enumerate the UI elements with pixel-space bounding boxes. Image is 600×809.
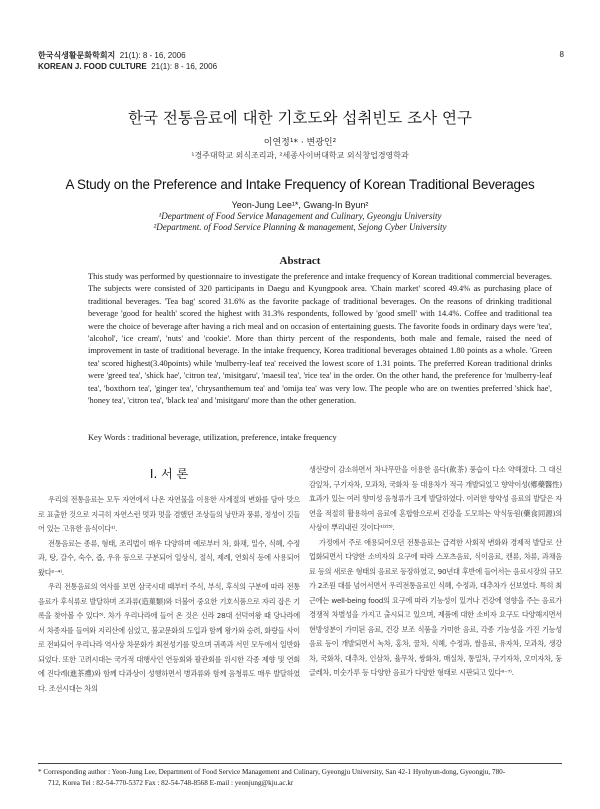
keywords: Key Words : traditional beverage, utilization, preference, intake frequency <box>88 433 337 442</box>
volume-issue-kr: 21(1): 8 - 16, 2006 <box>119 51 186 60</box>
page-number: 8 <box>559 50 564 59</box>
affiliations-english <box>0 211 600 233</box>
footnote-corresponding-author <box>38 767 562 788</box>
authors-english: Yeon-Jung Lee¹*, Gwang-In Byun² <box>231 200 369 210</box>
affiliations-korean: ¹경주대학교 외식조리과, ²세종사이버대학교 외식창업경영학과 <box>191 151 409 160</box>
title-korean: 한국 전통음료에 대한 기호도와 섭취빈도 조사 연구 <box>128 109 472 127</box>
footnote-line: 712, Korea Tel : 82-54-770-5372 Fax : 82-54-748-8568 E-mail : yeonjung@kju.ac.kr <box>48 778 294 787</box>
title-english: A Study on the Preference and Intake Frequency of Korean Traditional Beverages <box>65 177 535 192</box>
journal-name-en: KOREAN J. FOOD CULTURE <box>38 62 147 71</box>
paragraph: 가정에서 주로 애용되어오던 전통음료는 급격한 사회적 변화와 경제적 발달로 산업화되면서 다양한 소비자의 요구에 따라 스포츠음료, 식이음료, 캔류, 차류, 과채음료 등의 새로운 형태의 음료로 등장하였고, 90년대 후반에 들어서는 음료시장의 규모가 2조원 대를 넘어서면서 우리전통음료인 식혜, 수정과, 대추차가 선보였다. 특히 최근에는 well-being food의 요구에 따라 기능성이 있거나 건강에 영향을 주는 음료가 경쟁적 차별성을 가지고 출시되고 있으며, 제품에 대한 소비자 요구도 다양해지면서 현방성분이 가미된 음료, 건강 보조 식품을 가미한 음료, 각종 기능성을 가진 기능성 음료 등이 개발되면서 녹차, 홍차, 꿀차, 식혜, 수정과, 쌀음료, 유자차, 모과차, 생강차, 국화차, 대추차, 인삼차, 율무차, 쌍화차, 매실차, 통밀차, 구기자차, 오미자차, 둥글레차, 미숫가루 등 다양한 음료가 다양한 형태로 시판되고 있다⁶⁻⁷⁾. <box>309 537 562 677</box>
affiliation-2: ²Department. of Food Service Planning & management, Sejong Cyber University <box>153 222 447 232</box>
journal-name-kr: 한국식생활문화학회지 <box>38 51 116 60</box>
affiliation-1: ¹Department of Food Service Management and Culinary, Gyeongju University <box>158 211 442 221</box>
abstract-heading: Abstract <box>279 255 321 267</box>
footnote-divider <box>38 763 562 764</box>
section-heading-introduction: I. 서 론 <box>149 467 189 481</box>
paragraph: 우리 전통음료의 역사를 보면 삼국시대 때부터 주식, 부식, 후식의 구분에 따라 전통음료가 후식류로 발달하며 조과류(造菓類)와 더불어 중요한 기호식품으로 자리 잡은 기록을 찾아볼 수 있다⁵⁾. 차가 우리나라에 들어 온 것은 신라 28대 선덕여왕 때 당나라에서 차종자를 들여와 지리산에 심었고, 불교문화의 도입과 함께 왕가와 승려, 화랑들 사이로 전파되어 우리나라 역사상 차문화가 최전성기를 맞으며 귀족과 서민 모두에서 일반화되었다. 또한 고려시대는 국가적 대행사인 연등회와 팔관회를 위시한 각종 제향 및 연회에 진다례(進茶禮)와 함께 다과상이 성행하면서 병과류와 함께 음청류도 매우 발달하였다. 조선시대는 차의 <box>38 582 300 693</box>
paragraph: 전통음료는 종류, 형태, 조리법이 매우 다양하며 예로부터 차, 화채, 밀수, 식혜, 수정과, 탕, 갈수, 숙수, 즙, 우유 등으로 구분되어 일상식, 절식, 제례, 연회식 등에 사용되어 왔다²⁻⁴⁾. <box>38 538 300 577</box>
footnote-line: * Corresponding author : Yeon-Jung Lee, Department of Food Service Management and Culinary, Gyeongju University, San 42-1 Hyohyun-dong, Gyeongju, 780- <box>38 768 506 776</box>
journal-header <box>38 50 217 72</box>
paragraph: 우리의 전통음료는 모두 자연에서 나온 자연물을 이용한 사계절의 변화를 담아 맛으로 표출한 것으로 지극히 자연스런 멋과 멋을 겸했던 조상들의 낭만과 풍류, 정성이 깃들어 있는 고유한 음식이다¹⁾. <box>38 495 300 533</box>
right-column <box>309 463 562 681</box>
volume-issue-en: 21(1): 8 - 16, 2006 <box>151 62 218 71</box>
authors-korean: 이연정¹* · 변광인² <box>263 138 337 148</box>
left-column <box>38 493 300 696</box>
abstract-text: This study was performed by questionnaire to investigate the preference and intake frequency of Korean traditional commercial beverages. The subjects were consisted of 320 participants in Daegu and Kyungpook area. 'Chain market' scored 49.4% as purchasing place of traditional beverages. 'Tea bag' scored 31.6% as the favorite package of traditional beverages. On the reasons of drinking traditional beverage 'good for health' scored the highest with 31.3% respondents, followed by 'good smell' with 14.4%. Coffee and traditional tea were the choice of beverage after having a rich meal and on occasion of entertaining guests. The favorite foods in ordinary days were 'tea', 'alcohol', 'ice cream', 'nuts' and 'cookie'. More than thirty percent of the respondents, both male and female, raised the need of improvement in taste of traditional beverage. In the intake frequency, Korea traditional beverages obtained 1.80 points as a whole. 'Green tea' scored highest(3.40points) while 'mulberry-leaf tea' received the lowest score of 1.31 points. The preferred Korean traditional drinks were 'greed tea', 'shick hae', 'citron tea', 'misitgaru', 'maesil tea', 'rice tea' in the order. On the other hand, the preference for 'mulberry-leaf tea', 'boxthorn tea', 'ginger tea', 'chrysanthemum tea' and 'omija tea' was very low. The people who are on twenties preferred 'shick hae', 'honey tea', 'citron tea', 'black tea' and 'misitgaru' more than the other generation. <box>88 272 552 406</box>
paragraph: 생산량이 감소하면서 차나무만을 이용한 음다(飮茶) 풍습이 다소 약해졌다. 그 대신 감잎차, 구기자차, 모과차, 국화차 등 대용차가 적극 개발되었고 향약이성(鄕藥醫性) 효과가 있는 여러 향미성 음청류가 크게 발달하였다. 이러한 향약성 음료의 발달은 자연을 적절히 활용하여 음료에 혼합함으로써 건강을 도모하는 약식동원(藥食同源)의 사상이 뿌리내린 것이다¹⁾²⁾⁵⁾. <box>309 465 562 532</box>
